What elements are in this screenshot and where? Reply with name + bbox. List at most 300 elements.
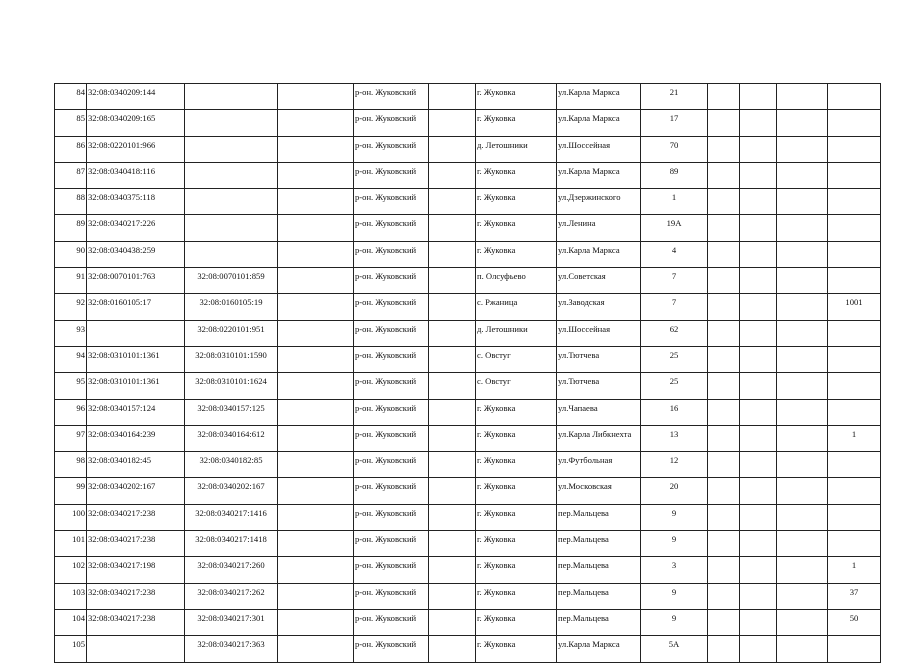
empty-cell xyxy=(278,346,354,372)
empty-cell xyxy=(708,557,740,583)
empty-cell xyxy=(708,504,740,530)
empty-cell xyxy=(777,399,828,425)
cadastral-number-building: 32:08:0340217:1418 xyxy=(185,531,278,557)
row-number: 103 xyxy=(55,583,87,609)
empty-cell xyxy=(429,189,476,215)
empty-cell xyxy=(708,452,740,478)
cadastral-number-building xyxy=(185,136,278,162)
empty-cell xyxy=(278,504,354,530)
row-number: 92 xyxy=(55,294,87,320)
house-number-cell: 7 xyxy=(641,294,708,320)
cadastral-number-land: 32:08:0160105:17 xyxy=(87,294,185,320)
house-number-cell: 25 xyxy=(641,346,708,372)
cadastral-number-building: 32:08:0310101:1590 xyxy=(185,346,278,372)
empty-cell xyxy=(429,215,476,241)
row-number: 85 xyxy=(55,110,87,136)
house-number-cell: 70 xyxy=(641,136,708,162)
empty-cell xyxy=(740,399,777,425)
cadastral-number-building: 32:08:0070101:859 xyxy=(185,268,278,294)
empty-cell xyxy=(278,215,354,241)
street-cell: ул.Московская xyxy=(557,478,641,504)
empty-cell xyxy=(740,373,777,399)
empty-cell xyxy=(278,452,354,478)
house-number-cell: 25 xyxy=(641,373,708,399)
extra-value-cell xyxy=(828,136,881,162)
street-cell: ул.Карла Маркса xyxy=(557,110,641,136)
extra-value-cell: 1001 xyxy=(828,294,881,320)
house-number-cell: 16 xyxy=(641,399,708,425)
cadastral-number-land: 32:08:0340217:198 xyxy=(87,557,185,583)
street-cell: пер.Мальцева xyxy=(557,531,641,557)
table-row xyxy=(55,452,881,478)
cadastral-number-land: 32:08:0340217:238 xyxy=(87,583,185,609)
extra-value-cell xyxy=(828,346,881,372)
table-row xyxy=(55,294,881,320)
settlement-cell: г. Жуковка xyxy=(476,583,557,609)
cadastral-number-land: 32:08:0340217:226 xyxy=(87,215,185,241)
empty-cell xyxy=(278,241,354,267)
cadastral-number-building xyxy=(185,162,278,188)
empty-cell xyxy=(708,110,740,136)
empty-cell xyxy=(777,294,828,320)
house-number-cell: 62 xyxy=(641,320,708,346)
house-number-cell: 5А xyxy=(641,636,708,662)
house-number-cell: 9 xyxy=(641,583,708,609)
empty-cell xyxy=(777,452,828,478)
empty-cell xyxy=(708,162,740,188)
cadastral-number-building: 32:08:0160105:19 xyxy=(185,294,278,320)
row-number: 88 xyxy=(55,189,87,215)
empty-cell xyxy=(278,583,354,609)
empty-cell xyxy=(429,268,476,294)
district-cell: р-он. Жуковский xyxy=(354,557,429,583)
empty-cell xyxy=(278,136,354,162)
empty-cell xyxy=(777,425,828,451)
street-cell: пер.Мальцева xyxy=(557,609,641,635)
district-cell: р-он. Жуковский xyxy=(354,84,429,110)
empty-cell xyxy=(777,478,828,504)
house-number-cell: 12 xyxy=(641,452,708,478)
row-number: 94 xyxy=(55,346,87,372)
house-number-cell: 1 xyxy=(641,189,708,215)
district-cell: р-он. Жуковский xyxy=(354,215,429,241)
empty-cell xyxy=(278,531,354,557)
empty-cell xyxy=(740,189,777,215)
extra-value-cell xyxy=(828,241,881,267)
empty-cell xyxy=(429,609,476,635)
cadastral-number-building xyxy=(185,241,278,267)
cadastral-number-building: 32:08:0340217:262 xyxy=(185,583,278,609)
empty-cell xyxy=(429,425,476,451)
extra-value-cell xyxy=(828,478,881,504)
empty-cell xyxy=(708,241,740,267)
empty-cell xyxy=(278,557,354,583)
cadastral-number-land: 32:08:0340157:124 xyxy=(87,399,185,425)
empty-cell xyxy=(278,294,354,320)
district-cell: р-он. Жуковский xyxy=(354,373,429,399)
empty-cell xyxy=(708,136,740,162)
empty-cell xyxy=(429,294,476,320)
house-number-cell: 9 xyxy=(641,504,708,530)
extra-value-cell xyxy=(828,504,881,530)
settlement-cell: г. Жуковка xyxy=(476,189,557,215)
empty-cell xyxy=(740,136,777,162)
cadastral-number-land: 32:08:0220101:966 xyxy=(87,136,185,162)
cadastral-number-building: 32:08:0340202:167 xyxy=(185,478,278,504)
extra-value-cell xyxy=(828,84,881,110)
district-cell: р-он. Жуковский xyxy=(354,320,429,346)
empty-cell xyxy=(429,478,476,504)
extra-value-cell xyxy=(828,320,881,346)
row-number: 90 xyxy=(55,241,87,267)
cadastral-number-land: 32:08:0340375:118 xyxy=(87,189,185,215)
table-row xyxy=(55,373,881,399)
empty-cell xyxy=(777,373,828,399)
district-cell: р-он. Жуковский xyxy=(354,504,429,530)
settlement-cell: г. Жуковка xyxy=(476,557,557,583)
house-number-cell: 89 xyxy=(641,162,708,188)
extra-value-cell xyxy=(828,373,881,399)
settlement-cell: с. Ржаница xyxy=(476,294,557,320)
street-cell: ул.Футбольная xyxy=(557,452,641,478)
empty-cell xyxy=(429,110,476,136)
row-number: 102 xyxy=(55,557,87,583)
empty-cell xyxy=(740,320,777,346)
settlement-cell: г. Жуковка xyxy=(476,504,557,530)
settlement-cell: г. Жуковка xyxy=(476,452,557,478)
empty-cell xyxy=(708,478,740,504)
table-row xyxy=(55,136,881,162)
district-cell: р-он. Жуковский xyxy=(354,294,429,320)
empty-cell xyxy=(708,84,740,110)
extra-value-cell xyxy=(828,399,881,425)
cadastral-number-building: 32:08:0310101:1624 xyxy=(185,373,278,399)
extra-value-cell xyxy=(828,531,881,557)
street-cell: ул.Ленина xyxy=(557,215,641,241)
cadastral-number-land: 32:08:0340209:144 xyxy=(87,84,185,110)
row-number: 104 xyxy=(55,609,87,635)
street-cell: пер.Мальцева xyxy=(557,557,641,583)
extra-value-cell xyxy=(828,110,881,136)
street-cell: пер.Мальцева xyxy=(557,504,641,530)
empty-cell xyxy=(777,531,828,557)
empty-cell xyxy=(429,346,476,372)
street-cell: ул.Шоссейная xyxy=(557,320,641,346)
settlement-cell: г. Жуковка xyxy=(476,241,557,267)
street-cell: ул.Тютчева xyxy=(557,373,641,399)
empty-cell xyxy=(740,162,777,188)
empty-cell xyxy=(740,241,777,267)
street-cell: ул.Дзержинского xyxy=(557,189,641,215)
empty-cell xyxy=(740,557,777,583)
row-number: 96 xyxy=(55,399,87,425)
empty-cell xyxy=(740,425,777,451)
empty-cell xyxy=(278,268,354,294)
table-row xyxy=(55,162,881,188)
extra-value-cell: 1 xyxy=(828,557,881,583)
table-row xyxy=(55,215,881,241)
empty-cell xyxy=(429,162,476,188)
table-row xyxy=(55,531,881,557)
empty-cell xyxy=(740,346,777,372)
house-number-cell: 19А xyxy=(641,215,708,241)
empty-cell xyxy=(777,346,828,372)
house-number-cell: 4 xyxy=(641,241,708,267)
settlement-cell: г. Жуковка xyxy=(476,636,557,662)
house-number-cell: 20 xyxy=(641,478,708,504)
table-row xyxy=(55,110,881,136)
empty-cell xyxy=(708,320,740,346)
street-cell: ул.Шоссейная xyxy=(557,136,641,162)
empty-cell xyxy=(777,241,828,267)
empty-cell xyxy=(278,162,354,188)
row-number: 99 xyxy=(55,478,87,504)
street-cell: пер.Мальцева xyxy=(557,583,641,609)
house-number-cell: 13 xyxy=(641,425,708,451)
cadastral-number-land: 32:08:0070101:763 xyxy=(87,268,185,294)
extra-value-cell: 37 xyxy=(828,583,881,609)
row-number: 100 xyxy=(55,504,87,530)
empty-cell xyxy=(740,294,777,320)
extra-value-cell xyxy=(828,452,881,478)
district-cell: р-он. Жуковский xyxy=(354,189,429,215)
cadastral-number-building: 32:08:0340217:301 xyxy=(185,609,278,635)
settlement-cell: п. Олсуфьево xyxy=(476,268,557,294)
row-number: 86 xyxy=(55,136,87,162)
settlement-cell: г. Жуковка xyxy=(476,478,557,504)
district-cell: р-он. Жуковский xyxy=(354,452,429,478)
cadastral-number-land: 32:08:0310101:1361 xyxy=(87,373,185,399)
street-cell: ул.Карла Маркса xyxy=(557,241,641,267)
row-number: 97 xyxy=(55,425,87,451)
empty-cell xyxy=(777,583,828,609)
extra-value-cell: 1 xyxy=(828,425,881,451)
empty-cell xyxy=(708,268,740,294)
empty-cell xyxy=(429,241,476,267)
cadastral-number-land: 32:08:0340418:116 xyxy=(87,162,185,188)
table-row xyxy=(55,478,881,504)
empty-cell xyxy=(708,346,740,372)
empty-cell xyxy=(777,609,828,635)
empty-cell xyxy=(740,531,777,557)
empty-cell xyxy=(740,609,777,635)
street-cell: ул.Карла Маркса xyxy=(557,84,641,110)
table-row xyxy=(55,241,881,267)
empty-cell xyxy=(429,136,476,162)
house-number-cell: 3 xyxy=(641,557,708,583)
cadastral-number-building: 32:08:0340164:612 xyxy=(185,425,278,451)
row-number: 105 xyxy=(55,636,87,662)
settlement-cell: с. Овстуг xyxy=(476,346,557,372)
empty-cell xyxy=(278,189,354,215)
empty-cell xyxy=(429,504,476,530)
cadastral-number-building xyxy=(185,215,278,241)
cadastral-number-land: 32:08:0340202:167 xyxy=(87,478,185,504)
empty-cell xyxy=(278,425,354,451)
empty-cell xyxy=(708,583,740,609)
table-row xyxy=(55,189,881,215)
settlement-cell: д. Летошники xyxy=(476,320,557,346)
empty-cell xyxy=(708,189,740,215)
table-row xyxy=(55,346,881,372)
empty-cell xyxy=(777,320,828,346)
empty-cell xyxy=(777,136,828,162)
cadastral-number-building xyxy=(185,110,278,136)
settlement-cell: г. Жуковка xyxy=(476,399,557,425)
settlement-cell: г. Жуковка xyxy=(476,110,557,136)
street-cell: ул.Советская xyxy=(557,268,641,294)
empty-cell xyxy=(708,294,740,320)
house-number-cell: 9 xyxy=(641,531,708,557)
house-number-cell: 9 xyxy=(641,609,708,635)
empty-cell xyxy=(777,504,828,530)
empty-cell xyxy=(777,557,828,583)
cadastral-number-land: 32:08:0340209:165 xyxy=(87,110,185,136)
settlement-cell: г. Жуковка xyxy=(476,609,557,635)
table-row xyxy=(55,84,881,110)
street-cell: ул.Карла Либкнехта xyxy=(557,425,641,451)
table-row xyxy=(55,399,881,425)
empty-cell xyxy=(278,399,354,425)
settlement-cell: г. Жуковка xyxy=(476,531,557,557)
row-number: 98 xyxy=(55,452,87,478)
row-number: 95 xyxy=(55,373,87,399)
empty-cell xyxy=(429,84,476,110)
house-number-cell: 17 xyxy=(641,110,708,136)
district-cell: р-он. Жуковский xyxy=(354,399,429,425)
table-row xyxy=(55,557,881,583)
row-number: 101 xyxy=(55,531,87,557)
cadastral-number-land: 32:08:0340217:238 xyxy=(87,531,185,557)
cadastral-number-building: 32:08:0340217:260 xyxy=(185,557,278,583)
empty-cell xyxy=(429,399,476,425)
cadastral-number-building xyxy=(185,189,278,215)
cadastral-number-land: 32:08:0340164:239 xyxy=(87,425,185,451)
empty-cell xyxy=(777,110,828,136)
district-cell: р-он. Жуковский xyxy=(354,346,429,372)
district-cell: р-он. Жуковский xyxy=(354,583,429,609)
district-cell: р-он. Жуковский xyxy=(354,425,429,451)
extra-value-cell xyxy=(828,268,881,294)
district-cell: р-он. Жуковский xyxy=(354,110,429,136)
cadastral-number-land: 32:08:0310101:1361 xyxy=(87,346,185,372)
district-cell: р-он. Жуковский xyxy=(354,162,429,188)
row-number: 91 xyxy=(55,268,87,294)
cadastral-number-building: 32:08:0340157:125 xyxy=(185,399,278,425)
table-row xyxy=(55,320,881,346)
settlement-cell: г. Жуковка xyxy=(476,84,557,110)
empty-cell xyxy=(740,478,777,504)
empty-cell xyxy=(278,609,354,635)
table-row xyxy=(55,268,881,294)
empty-cell xyxy=(278,320,354,346)
empty-cell xyxy=(740,110,777,136)
district-cell: р-он. Жуковский xyxy=(354,268,429,294)
row-number: 89 xyxy=(55,215,87,241)
row-number: 84 xyxy=(55,84,87,110)
extra-value-cell: 50 xyxy=(828,609,881,635)
district-cell: р-он. Жуковский xyxy=(354,609,429,635)
street-cell: ул.Карла Маркса xyxy=(557,162,641,188)
district-cell: р-он. Жуковский xyxy=(354,531,429,557)
house-number-cell: 21 xyxy=(641,84,708,110)
cadastral-number-building: 32:08:0340182:85 xyxy=(185,452,278,478)
empty-cell xyxy=(740,504,777,530)
street-cell: ул.Заводская xyxy=(557,294,641,320)
extra-value-cell xyxy=(828,215,881,241)
cadastral-number-building: 32:08:0220101:951 xyxy=(185,320,278,346)
cadastral-number-land: 32:08:0340217:238 xyxy=(87,504,185,530)
district-cell: р-он. Жуковский xyxy=(354,478,429,504)
settlement-cell: с. Овстуг xyxy=(476,373,557,399)
empty-cell xyxy=(740,84,777,110)
settlement-cell: д. Летошники xyxy=(476,136,557,162)
district-cell: р-он. Жуковский xyxy=(354,241,429,267)
empty-cell xyxy=(740,452,777,478)
empty-cell xyxy=(708,215,740,241)
empty-cell xyxy=(777,268,828,294)
empty-cell xyxy=(708,399,740,425)
cadastral-number-land: 32:08:0340438:259 xyxy=(87,241,185,267)
empty-cell xyxy=(278,373,354,399)
cadastral-number-land: 32:08:0340217:238 xyxy=(87,609,185,635)
empty-cell xyxy=(777,162,828,188)
empty-cell xyxy=(429,452,476,478)
settlement-cell: г. Жуковка xyxy=(476,162,557,188)
row-number: 87 xyxy=(55,162,87,188)
empty-cell xyxy=(429,320,476,346)
table-row xyxy=(55,504,881,530)
empty-cell xyxy=(708,373,740,399)
settlement-cell: г. Жуковка xyxy=(476,425,557,451)
table-body xyxy=(55,84,881,663)
table-row xyxy=(55,583,881,609)
district-cell: р-он. Жуковский xyxy=(354,636,429,662)
row-number: 93 xyxy=(55,320,87,346)
cadastral-number-land xyxy=(87,320,185,346)
table-row xyxy=(55,609,881,635)
empty-cell xyxy=(777,215,828,241)
extra-value-cell xyxy=(828,162,881,188)
settlement-cell: г. Жуковка xyxy=(476,215,557,241)
street-cell: ул.Тютчева xyxy=(557,346,641,372)
empty-cell xyxy=(278,478,354,504)
empty-cell xyxy=(278,110,354,136)
street-cell: ул.Карла Маркса xyxy=(557,636,641,662)
empty-cell xyxy=(708,609,740,635)
empty-cell xyxy=(429,583,476,609)
empty-cell xyxy=(429,531,476,557)
empty-cell xyxy=(740,583,777,609)
property-register-table xyxy=(54,83,881,663)
empty-cell xyxy=(708,531,740,557)
cadastral-number-building: 32:08:0340217:363 xyxy=(185,636,278,662)
empty-cell xyxy=(708,425,740,451)
empty-cell xyxy=(429,373,476,399)
district-cell: р-он. Жуковский xyxy=(354,136,429,162)
empty-cell xyxy=(740,268,777,294)
cadastral-number-land: 32:08:0340182:45 xyxy=(87,452,185,478)
extra-value-cell xyxy=(828,189,881,215)
street-cell: ул.Чапаева xyxy=(557,399,641,425)
table-row xyxy=(55,425,881,451)
empty-cell xyxy=(777,84,828,110)
house-number-cell: 7 xyxy=(641,268,708,294)
cadastral-number-building xyxy=(185,84,278,110)
empty-cell xyxy=(278,84,354,110)
empty-cell xyxy=(740,215,777,241)
empty-cell xyxy=(429,557,476,583)
